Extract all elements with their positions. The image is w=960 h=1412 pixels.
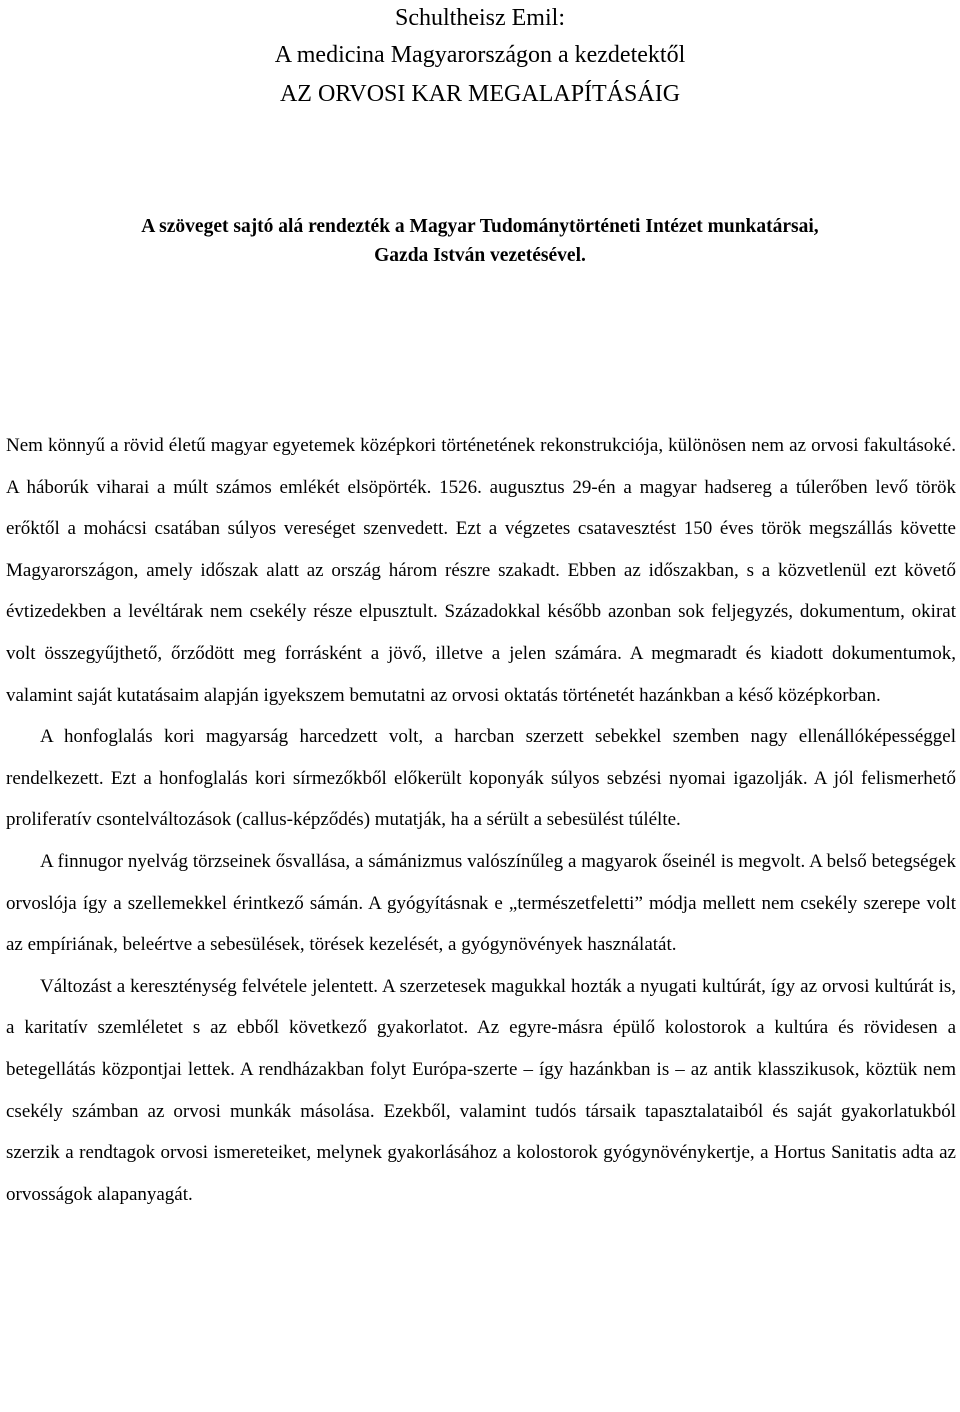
author-title: Schultheisz Emil:: [395, 5, 565, 31]
body-text: [6, 425, 956, 1215]
paragraph-1: Nem könnyű a rövid életű magyar egyetemek középkori történetének rekonstrukciója, különösen nem az orvosi fakultásoké. A háborúk viharai a múlt számos emlékét elsöpörték. 1526. augusztus 29-én a magyar hadsereg a túlerőben levő török erőktől a mohácsi csatában súlyos vereséget szenvedett. Ezt a végzetes csatavesztést 150 éves török megszállás követte Magyarországon, amely időszak alatt az ország három részre szakadt. Ebben az időszakban, s a közvetlenül ezt követő évtizedekben a levéltárak nem csekély része elpusztult. Századokkal később azonban sok feljegyzés, dokumentum, okirat volt összegyűjthető, őrződött meg forrásként a jövő, illetve a jelen számára. A megmaradt és kiadott dokumentumok, valamint saját kutatásaim alapján igyekszem bemutatni az orvosi oktatás történetét hazánkban a késő középkorban.: [6, 435, 956, 706]
credits-line-2: Gazda István vezetésével.: [374, 245, 586, 266]
paragraph-4: Változást a kereszténység felvétele jelentett. A szerzetesek magukkal hozták a nyugati kultúrát, így az orvosi kultúrát is, a karitatív szemléletet s az ebből következő gyakorlatot. Az egyre-másra épülő kolostorok a kultúra és rövidesen a betegellátás központjai lettek. A rendházakban folyt Európa-szerte – így hazánkban is – az antik klasszikusok, köztük nem csekély számban az orvosi munkák másolása. Ezekből, valamint tudós társaik tapasztalataiból és saját gyakorlatukból szerzik a rendtagok orvosi ismereteiket, melynek gyakorlásához a kolostorok gyógynövénykertje, a Hortus Sanitatis adta az orvosságok alapanyagát.: [6, 975, 956, 1205]
book-subtitle: AZ ORVOSI KAR MEGALAPÍTÁSÁIG: [279, 81, 681, 107]
credits-line-1: A szöveget sajtó alá rendezték a Magyar Tudománytörténeti Intézet munkatársai,: [141, 216, 819, 237]
book-title: A medicina Magyarországon a kezdetektől: [274, 42, 686, 68]
paragraph-3: A finnugor nyelvág törzseinek ősvallása, a sámánizmus valószínűleg a magyarok őseinél is megvolt. A belső betegségek orvoslója így a szellemekkel érintkező sámán. A gyógyításnak e „természetfeletti” módja mellett nem csekély szerepe volt az empíriának, beleértve a sebesülések, törések kezelését, a gyógynövények használatát.: [6, 850, 956, 956]
paragraph-2: A honfoglalás kori magyarság harcedzett volt, a harcban szerzett sebekkel szemben nagy ellenállóképességgel rendelkezett. Ezt a honfoglalás kori sírmezőkből előkerült koponyák súlyos sebzési nyomai igazolják. A jól felismerhető proliferatív csontelváltozások (callus-képződés) mutatják, ha a sérült a sebesülést túlélte.: [6, 726, 956, 831]
